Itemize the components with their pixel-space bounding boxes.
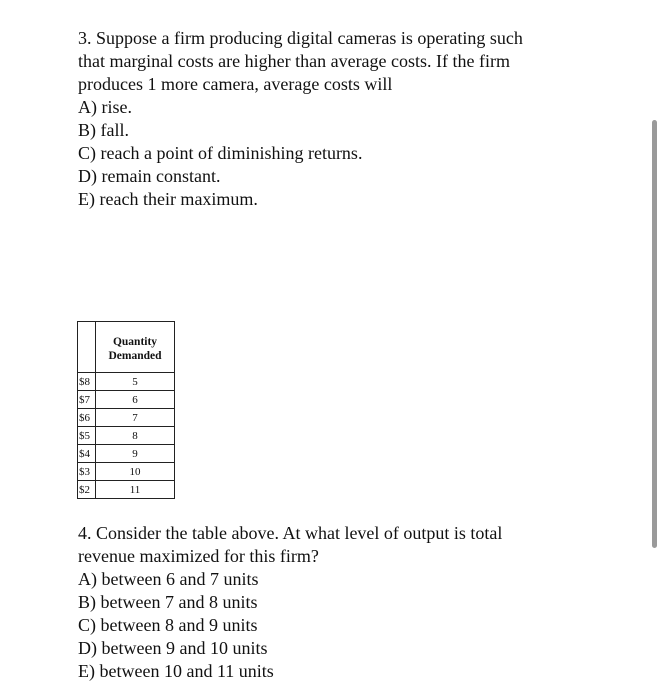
price-cell: $5 bbox=[78, 427, 96, 445]
question-4-option-e: E) between 10 and 11 units bbox=[78, 661, 274, 681]
quantity-cell: 5 bbox=[96, 373, 175, 391]
price-cell: $6 bbox=[78, 409, 96, 427]
question-3-option-c: C) reach a point of diminishing returns. bbox=[78, 143, 363, 163]
quantity-demanded-header bbox=[96, 322, 175, 373]
price-cell: $4 bbox=[78, 445, 96, 463]
question-3-option-b: B) fall. bbox=[78, 120, 129, 140]
table-row bbox=[78, 427, 175, 445]
quantity-cell: 9 bbox=[96, 445, 175, 463]
price-cell: $3 bbox=[78, 463, 96, 481]
question-4-option-b: B) between 7 and 8 units bbox=[78, 592, 258, 612]
question-3-option-d: D) remain constant. bbox=[78, 166, 221, 186]
quantity-cell: 11 bbox=[96, 481, 175, 499]
table-row bbox=[78, 409, 175, 427]
header-line-quantity: Quantity bbox=[112, 336, 158, 348]
price-cell: $2 bbox=[78, 481, 96, 499]
table-row bbox=[78, 445, 175, 463]
question-3-stem-line: produces 1 more camera, average costs will bbox=[78, 74, 393, 94]
price-cell: $8 bbox=[78, 373, 96, 391]
table-row bbox=[78, 463, 175, 481]
question-4-stem-line: revenue maximized for this firm? bbox=[78, 546, 319, 566]
question-4-option-c: C) between 8 and 9 units bbox=[78, 615, 258, 635]
price-column-header bbox=[78, 322, 96, 373]
question-3-option-e: E) reach their maximum. bbox=[78, 189, 258, 209]
price-cell: $7 bbox=[78, 391, 96, 409]
header-line-demanded: Demanded bbox=[108, 350, 162, 362]
question-3-stem-line: 3. Suppose a firm producing digital cameras is operating such bbox=[78, 28, 523, 48]
vertical-scrollbar[interactable] bbox=[652, 120, 657, 548]
table-row bbox=[78, 373, 175, 391]
question-3 bbox=[78, 27, 578, 211]
question-4-option-d: D) between 9 and 10 units bbox=[78, 638, 268, 658]
question-3-stem-line: that marginal costs are higher than average costs. If the firm bbox=[78, 51, 511, 71]
quantity-cell: 7 bbox=[96, 409, 175, 427]
demand-table bbox=[77, 321, 175, 499]
question-4 bbox=[78, 522, 598, 683]
table-header-row bbox=[78, 322, 175, 373]
question-3-option-a: A) rise. bbox=[78, 97, 132, 117]
quantity-cell: 8 bbox=[96, 427, 175, 445]
question-4-option-a: A) between 6 and 7 units bbox=[78, 569, 259, 589]
quantity-cell: 10 bbox=[96, 463, 175, 481]
table-row bbox=[78, 481, 175, 499]
question-4-stem-line: 4. Consider the table above. At what level of output is total bbox=[78, 523, 503, 543]
quantity-cell: 6 bbox=[96, 391, 175, 409]
table-row bbox=[78, 391, 175, 409]
